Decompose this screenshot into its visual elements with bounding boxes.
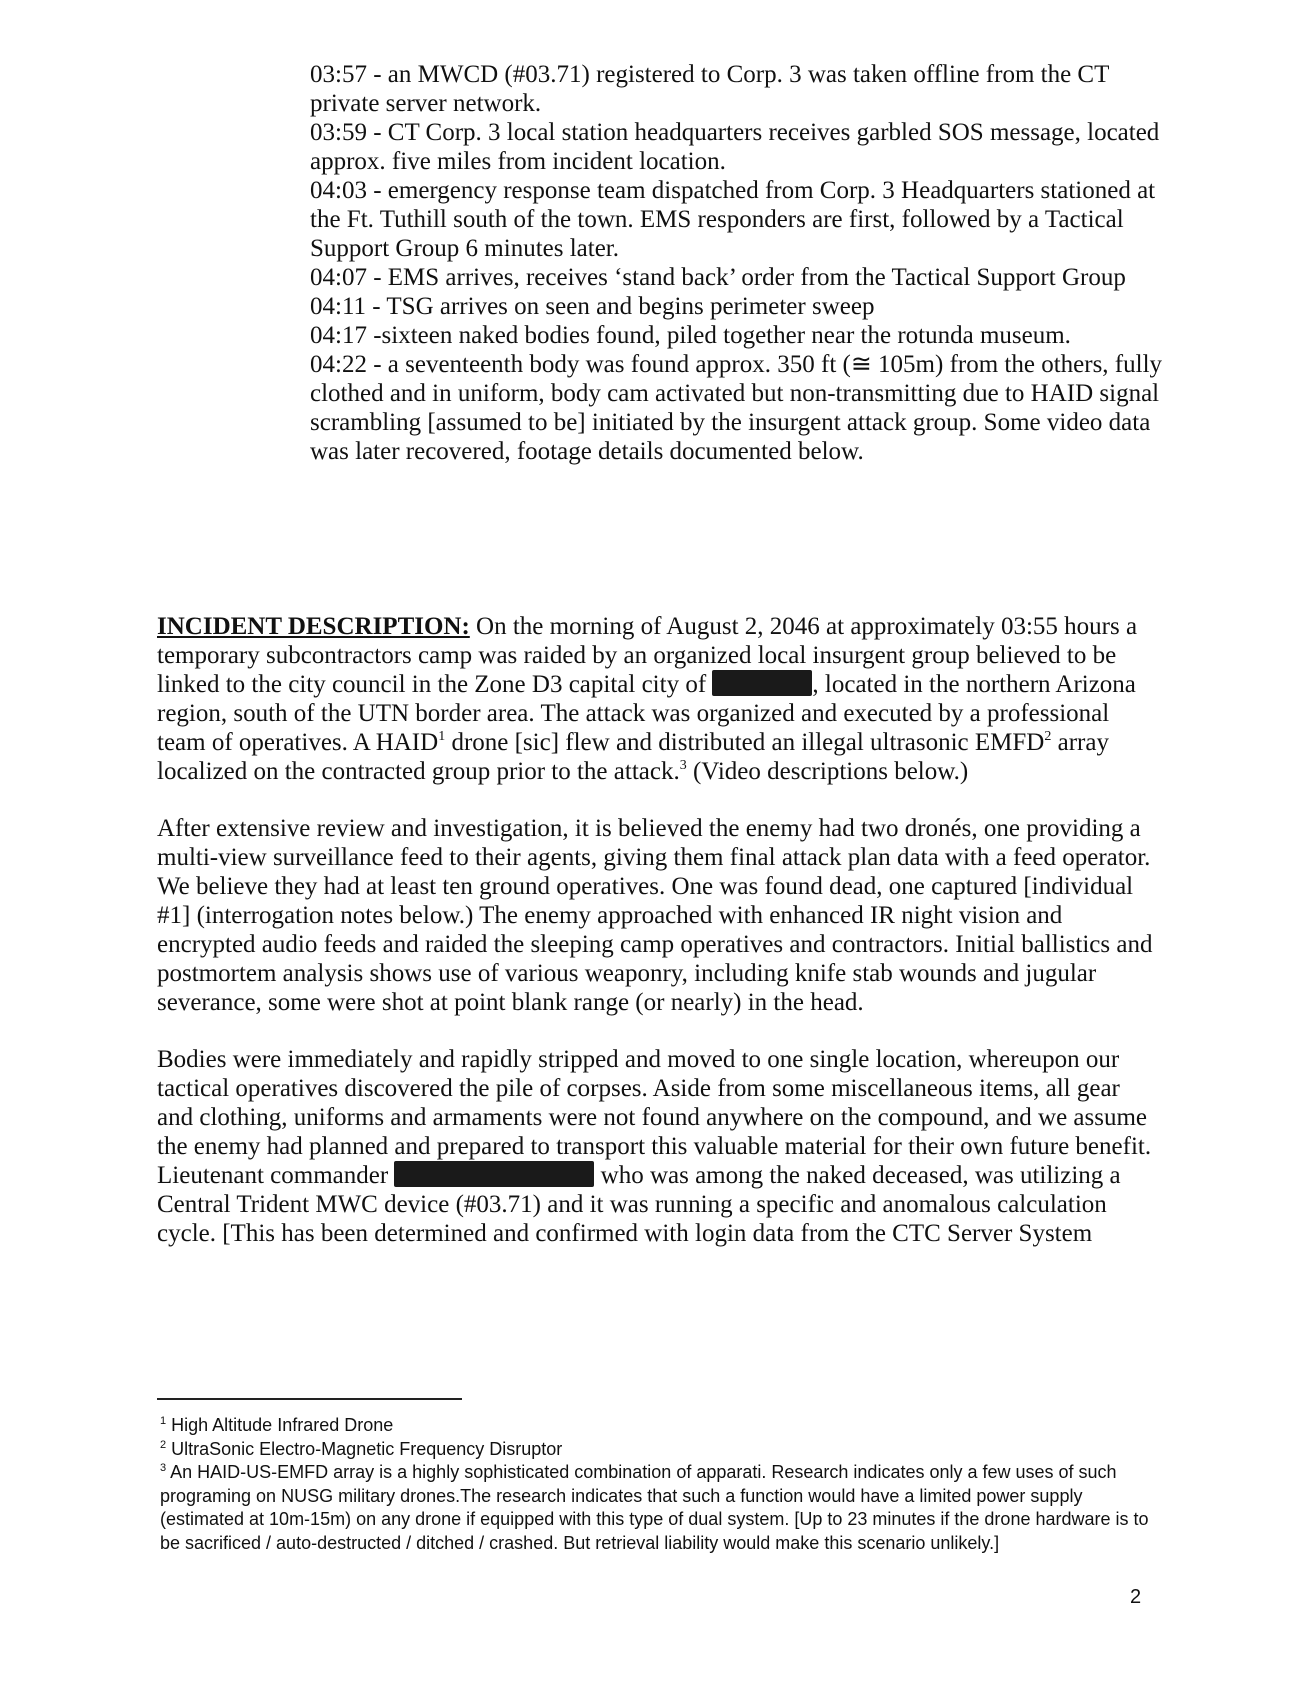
redaction-bar xyxy=(712,670,812,696)
timeline-time: 04:22 xyxy=(310,351,367,378)
timeline-text: - CT Corp. 3 local station headquarters receives garbled SOS message, located approx. five miles from incident location. xyxy=(310,119,1160,175)
footnote-text: An HAID-US-EMFD array is a highly sophisticated combination of apparati. Research indicates only a few uses of such programing on NUSG military drones.The research indicates that such a function would have a limited power supply (estimated at 10m-15m) on any drone if equipped with this type of dual system. [Up to 23 minutes if the drone hardware is to be sacrificed / auto-destructed / ditched / crashed. But retrieval liability would make this scenario unlikely.] xyxy=(160,1462,1149,1553)
incident-paragraph-3 xyxy=(157,1045,1157,1248)
timeline-text: - an MWCD (#03.71) registered to Corp. 3 was taken offline from the CT private server network. xyxy=(310,61,1109,117)
paragraph-text: (Video descriptions below.) xyxy=(686,758,969,785)
page-number: 2 xyxy=(1130,1586,1142,1608)
redaction-bar xyxy=(394,1161,594,1187)
timeline-entry xyxy=(310,350,1170,466)
paragraph-text: Bodies were immediately and rapidly stripped and moved to one single location, whereupon our tactical operatives discovered the pile of corpses. Aside from some miscellaneous items, all gear and clothing, uniforms and armaments were not found anywhere on the compound, and we assume the enemy had planned and prepared to transport this valuable material for their own future benefit. Lieutenant commander xyxy=(157,1046,1152,1189)
paragraph-text: , located in the northern Arizona region, south of the UTN border area. The attack was organized and executed by a professional team of operatives. A HAID xyxy=(157,671,1136,756)
paragraph-text: drone [sic] flew and distributed an illegal ultrasonic EMFD xyxy=(445,729,1045,756)
timeline-entry xyxy=(310,292,1170,321)
paragraph-text: On the morning of August 2, 2046 at approximately 03:55 hours a temporary subcontractors camp was raided by an organized local insurgent group believed to be linked to the city council in the Zone D3 capital city of xyxy=(157,613,1138,698)
footnote-number: 2 xyxy=(160,1438,167,1451)
footnote xyxy=(160,1461,1150,1555)
timeline-entry xyxy=(310,263,1170,292)
footnote-number: 1 xyxy=(160,1415,167,1427)
footnote-text: High Altitude Infrared Drone xyxy=(166,1415,394,1435)
footnote-divider xyxy=(157,1398,462,1400)
timeline-time: 04:11 xyxy=(310,293,367,320)
footnote-ref: 1 xyxy=(438,729,446,744)
incident-paragraph-1 xyxy=(157,612,1157,786)
timeline-time: 03:57 xyxy=(310,61,367,88)
incident-heading: INCIDENT DESCRIPTION: xyxy=(157,613,470,640)
timeline-entry xyxy=(310,176,1170,263)
footnote xyxy=(160,1414,1150,1438)
timeline-time: 04:03 xyxy=(310,177,367,204)
paragraph-text: array localized on the contracted group prior to the attack. xyxy=(157,729,1109,785)
timeline-text: - emergency response team dispatched from Corp. 3 Headquarters stationed at the Ft. Tuthill south of the town. EMS responders are first, followed by a Tactical Support Group 6 minutes later. xyxy=(310,177,1156,262)
timeline-text: - TSG arrives on seen and begins perimeter sweep xyxy=(366,293,875,320)
timeline-time: 04:07 xyxy=(310,264,367,291)
timeline-text: - EMS arrives, receives ‘stand back’ order from the Tactical Support Group xyxy=(366,264,1126,291)
timeline-entry xyxy=(310,118,1170,176)
timeline-time: 03:59 xyxy=(310,119,367,146)
footnote-ref: 3 xyxy=(679,758,687,773)
incident-paragraph-2: After extensive review and investigation, it is believed the enemy had two dronés, one providing a multi-view surveillance feed to their agents, giving them final attack plan data with a feed operator. We believe they had at least ten ground operatives. One was found dead, one captured [individual #1] (interrogation notes below.) The enemy approached with enhanced IR night vision and encrypted audio feeds and raided the sleeping camp operatives and contractors. Initial ballistics and postmortem analysis shows use of various weaponry, including knife stab wounds and jugular severance, some were shot at point blank range (or nearly) in the head. xyxy=(157,815,1153,1016)
incident-timeline xyxy=(310,60,1170,466)
timeline-text: - a seventeenth body was found approx. 350 ft (≅ 105m) from the others, fully clothed and in uniform, body cam activated but non-transmitting due to HAID signal scrambling [assumed to be] initiated by the insurgent attack group. Some video data was later recovered, footage details documented below. xyxy=(310,351,1163,465)
incident-description xyxy=(157,612,1157,1276)
footnote-text: UltraSonic Electro-Magnetic Frequency Disruptor xyxy=(166,1438,563,1459)
timeline-time: 04:17 xyxy=(310,322,367,349)
footnotes xyxy=(160,1414,1150,1555)
timeline-text: -sixteen naked bodies found, piled together near the rotunda museum. xyxy=(366,322,1071,349)
footnote-ref: 2 xyxy=(1044,729,1052,744)
footnote xyxy=(160,1438,1150,1462)
timeline-entry xyxy=(310,60,1170,118)
timeline-entry xyxy=(310,321,1170,350)
footnote-number: 3 xyxy=(160,1462,167,1474)
paragraph-text: who was among the naked deceased, was utilizing a Central Trident MWC device (#03.71) and it was running a specific and anomalous calculation cycle. [This has been determined and confirmed with login data from the CTC Server System xyxy=(157,1162,1121,1247)
